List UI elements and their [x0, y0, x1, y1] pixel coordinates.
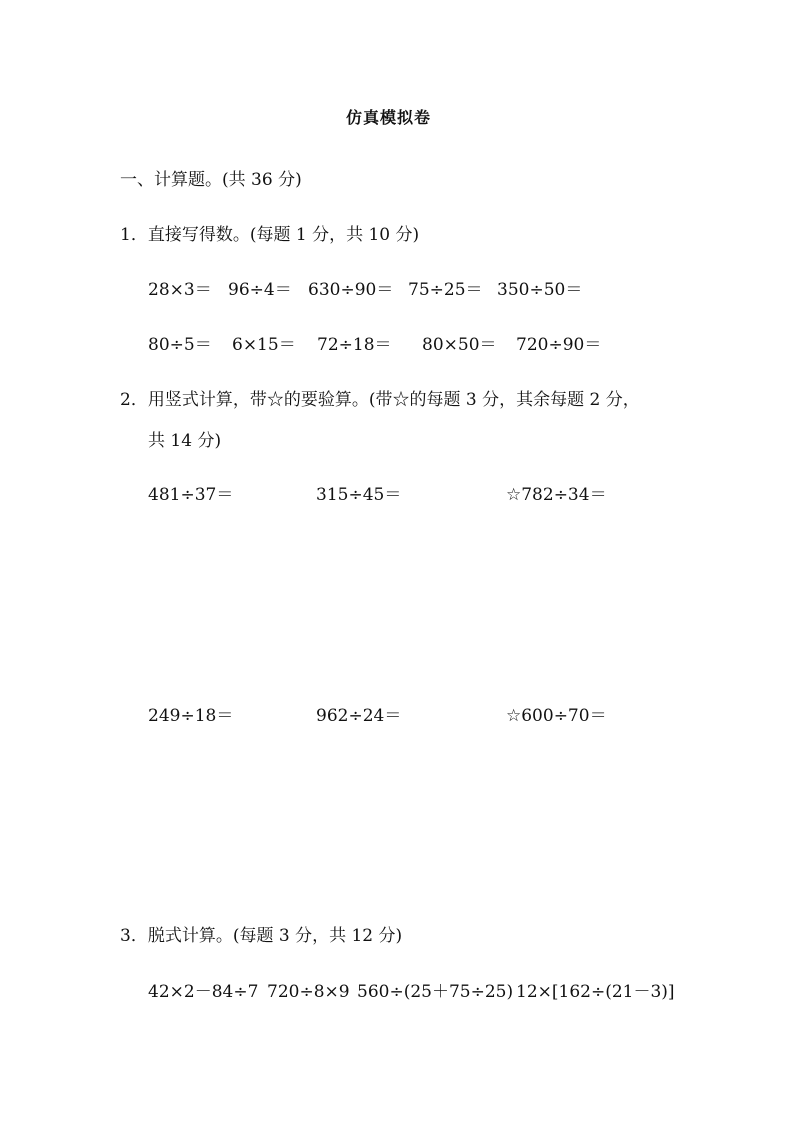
q3-item: 42×2－84÷7 [148, 982, 259, 1002]
q1-item: 28×3＝ [148, 280, 212, 300]
q1-item: 350÷50＝ [497, 280, 583, 300]
q2-item: 315÷45＝ [316, 485, 402, 505]
question-2-heading-cont: 共 14 分) [148, 431, 222, 451]
q3-item: 12×[162÷(21－3)] [516, 982, 675, 1002]
page-title: 仿真模拟卷 [346, 108, 432, 127]
q2-item: 481÷37＝ [148, 485, 234, 505]
q3-item: 560÷(25＋75÷25) [357, 982, 514, 1002]
q1-item: 720÷90＝ [516, 335, 602, 355]
section-heading: 一、计算题。(共 36 分) [120, 170, 302, 190]
question-3-heading: 3．脱式计算。(每题 3 分，共 12 分) [120, 926, 403, 946]
q1-item: 630÷90＝ [308, 280, 394, 300]
q1-item: 96÷4＝ [228, 280, 292, 300]
q3-item: 720÷8×9 [267, 982, 350, 1002]
q1-item: 6×15＝ [232, 335, 296, 355]
q2-item: 962÷24＝ [316, 706, 402, 726]
q1-item: 80÷5＝ [148, 335, 212, 355]
q2-item: ☆600÷70＝ [506, 706, 607, 726]
question-2-heading: 2．用竖式计算，带☆的要验算。(带☆的每题 3 分，其余每题 2 分， [120, 390, 640, 410]
question-1-heading: 1．直接写得数。(每题 1 分，共 10 分) [120, 225, 420, 245]
q2-item: ☆782÷34＝ [506, 485, 607, 505]
q1-item: 75÷25＝ [408, 280, 483, 300]
q1-item: 72÷18＝ [317, 335, 392, 355]
q2-item: 249÷18＝ [148, 706, 234, 726]
q1-item: 80×50＝ [422, 335, 497, 355]
